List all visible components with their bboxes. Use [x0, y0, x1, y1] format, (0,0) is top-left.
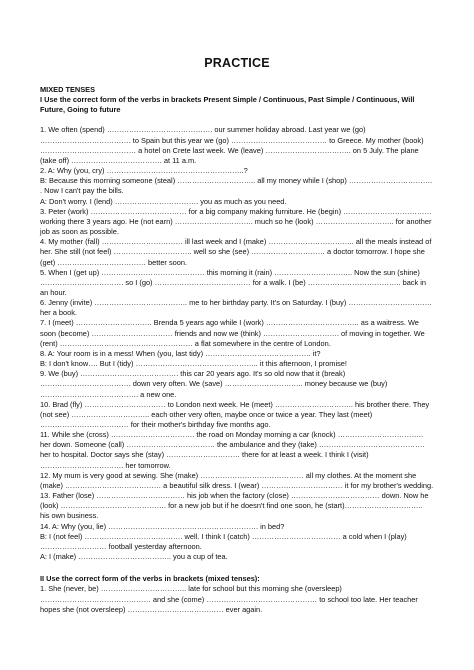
section-label: MIXED TENSES	[40, 85, 96, 94]
exercise-list	[40, 125, 434, 562]
exercise-item: 4. My mother (fall) …………………………… ill last week and I (make) …………………………….. all the meals instead of her. She still (not feel) ………………………….. well so she (see) ………………………… a doctor tomorrow. I hope she (get) ……………………………… better soon.	[40, 237, 432, 267]
exercise-item: 5. When I (get up) …………………………………… this morning it (rain) ………………………….. Now the sun (shine) ……………………………. so I (go) ………………………………… for a walk. I (be) ……………………………….. back in an hour.	[40, 267, 426, 297]
exercise-list	[40, 584, 434, 614]
exercise-item: B: Because this morning someone (steal) ………………………….. all my money while I (shop) ……………………………. . Now I can't pay the bills.	[40, 176, 433, 196]
exercise-item: B: I don't know…. But I (tidy) ………………………………………….. it this afternoon, I promise!	[40, 359, 347, 369]
exercise-item: 13. Father (lose) ……………………………… his job when the factory (close) ……………………………… down. Now he (look) ……………………………………. for a new job but if he doesn't find one soon, he (start)………………………….. his own business.	[40, 491, 429, 521]
exercise-item: 11. While she (cross) ……………………………. the road on Monday morning a car (knock) …………………………….. her down. Someone (call) ……………………………… the ambulance and they (take) ……………………………………. her to hospital. Doctor says she (stay) ………………………… there for at least a week. I think I (visit) ……………………………. her tomorrow.	[40, 430, 425, 470]
section-instruction: II Use the correct form of the verbs in brackets (mixed tenses):	[40, 574, 260, 584]
exercise-item: 14. A: Why (you, lie) ……………………………………………………. in bed?	[40, 521, 285, 531]
exercise-item: A: Don't worry. I (lend) ……………………………. you as much as you need.	[40, 196, 287, 206]
exercise-item: 1. She (never, be) …………………………….. late for school but this morning she (oversleep) ……………………………………… and she (come) ……………………………………… to school too late. Her teacher hopes she (not oversleep) ………………………………… ever again.	[40, 584, 418, 614]
exercise-item: 2. A: Why (you, cry) ………………………………………………..?	[40, 166, 248, 176]
exercise-item: 10. Brad (fly) …………………………… to London next week. He (meet) ………………………….. his brother there. They (not see) ………………………….. each other very often, maybe once or twice a year. They last (meet) ……………………………… for their mother's birthday five months ago.	[40, 399, 430, 429]
exercise-item: 9. We (buy) …………………………………. this car 20 years ago. It's so old now that it (break) ………………………………. down very often. We (save) ………………………….. money because we (buy) …………………………………. a new one.	[40, 369, 388, 399]
exercise-item: 3. Peter (work) ………………………………… for a big company making furniture. He (begin) ……………………………… working there 3 years ago. He (not earn) ………………………….. much so he (look) ………………………….. for another job as soon as possible.	[40, 206, 432, 237]
exercise-item: 7. I (meet) …………………………. Brenda 5 years ago while I (work) ……………………………….. as a waitress. We soon (become) …………………………… friends and now we (think) …………………………. of moving in together. We (rent) ……………………………………………… a flat somewhere in the centre of London.	[40, 318, 425, 348]
exercise-item: 8. A: Your room is in a mess! When (you, last tidy) ……………………………………. it?	[40, 348, 321, 358]
section-mixed-tenses-2	[40, 574, 434, 615]
exercise-item: A: I (make) ……………………………….. you a cup of tea.	[40, 552, 228, 562]
exercise-item: 6. Jenny (invite) ……………………………….. me to her birthday party. It's on Saturday. I (buy) ……………………………. her a book.	[40, 298, 432, 318]
spacer	[40, 115, 434, 125]
exercise-item: 12. My mum is very good at sewing. She (make) …………………………………… all my clothes. At the moment she (make) ………………………………… a beautiful silk dress. I (wear) …………………………… it for my brother's wedding.	[40, 470, 434, 490]
page-title: PRACTICE	[204, 56, 270, 70]
exercise-item: B: I (not feel) …………………………………. well. I think I (catch) ……………………………… a cold when I (play) ……………………… football yesterday afternoon.	[40, 531, 407, 551]
exercise-item: 1. We often (spend) ……………………………………. our summer holiday abroad. Last year we (go) ………………………………. to Spain but this year we (go) ………………………………… to Greece. My mother (book) ………………………………… a hotel on Crete last week. We (leave) …………………………….. on 5 July. The plane (take off) ………………………………. at 11 a.m.	[40, 125, 424, 165]
section-instruction: I Use the correct form of the verbs in brackets Present Simple / Continuous, Past Simple / Continuous, Will Future, Going to future	[40, 95, 415, 115]
section-mixed-tenses	[40, 85, 434, 562]
